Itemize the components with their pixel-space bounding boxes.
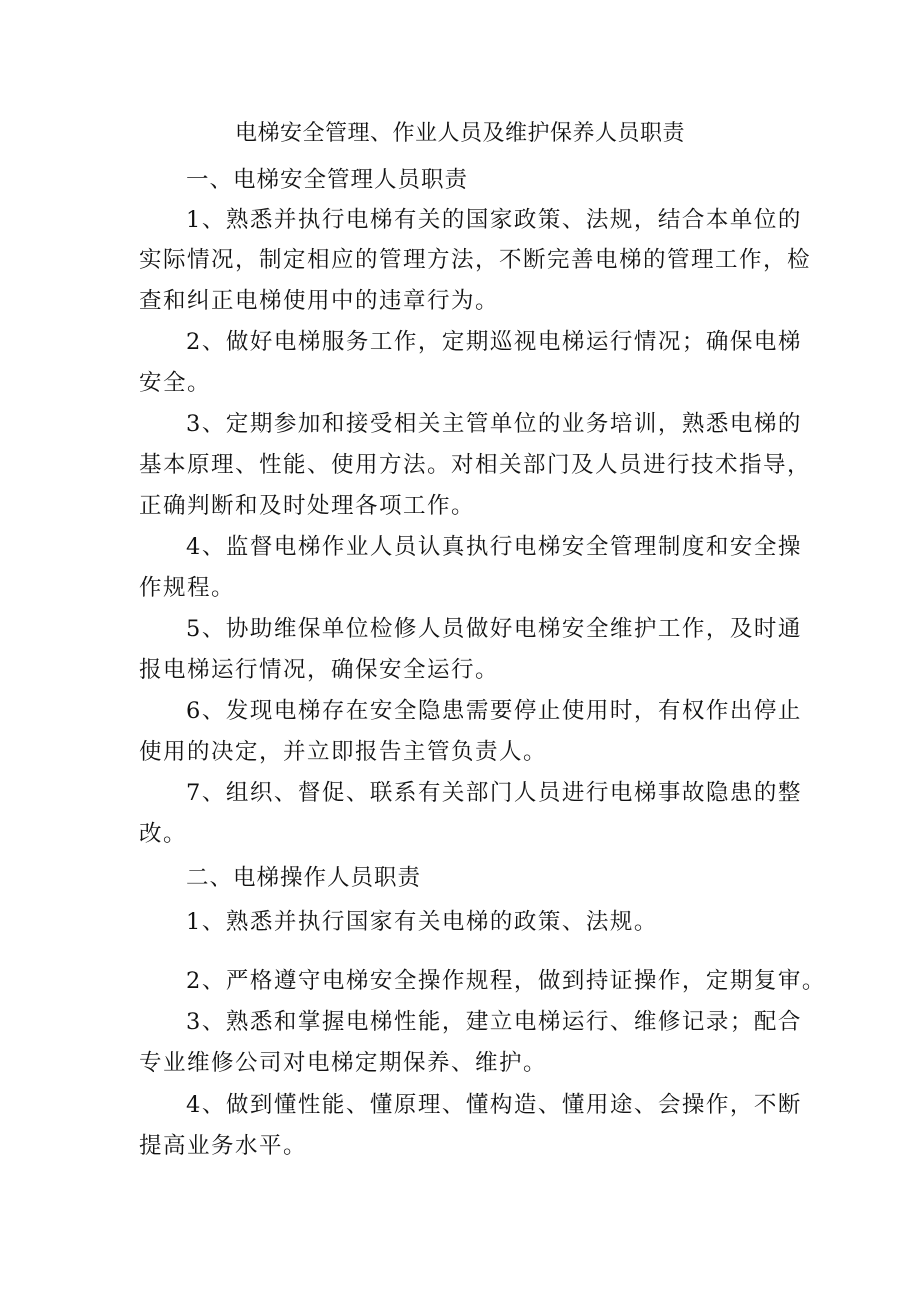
s2-item-4-line-2: 提高业务水平。: [139, 1133, 308, 1159]
s1-item-3-line-3: 正确判断和及时处理各项工作。: [139, 493, 476, 519]
s1-item-1-line-2: 实际情况，制定相应的管理方法，不断完善电梯的管理工作，检: [139, 247, 812, 273]
s2-item-4-line-1: 4、做到懂性能、懂原理、懂构造、懂用途、会操作，不断: [186, 1092, 802, 1118]
s1-item-5-line-1: 5、协助维保单位检修人员做好电梯安全维护工作，及时通: [186, 616, 802, 642]
s1-item-4-line-1: 4、监督电梯作业人员认真执行电梯安全管理制度和安全操: [186, 534, 802, 560]
s2-item-2-line-1: 2、严格遵守电梯安全操作规程，做到持证操作，定期复审。: [186, 968, 826, 994]
section-2-heading: 二、电梯操作人员职责: [186, 865, 422, 891]
s1-item-5-line-2: 报电梯运行情况，确保安全运行。: [139, 657, 500, 683]
document-title: 电梯安全管理、作业人员及维护保养人员职责: [234, 121, 685, 146]
s2-item-1-line-1: 1、熟悉并执行国家有关电梯的政策、法规。: [186, 909, 658, 935]
s1-item-3-line-1: 3、定期参加和接受相关主管单位的业务培训，熟悉电梯的: [186, 411, 802, 437]
s2-item-3-line-2: 专业维修公司对电梯定期保养、维护。: [139, 1050, 548, 1076]
s1-item-1-line-3: 查和纠正电梯使用中的违章行为。: [139, 288, 500, 314]
s2-item-3-line-1: 3、熟悉和掌握电梯性能，建立电梯运行、维修记录；配合: [186, 1009, 802, 1035]
s1-item-6-line-1: 6、发现电梯存在安全隐患需要停止使用时，有权作出停止: [186, 698, 802, 724]
s1-item-2-line-2: 安全。: [139, 370, 212, 396]
s1-item-7-line-1: 7、组织、督促、联系有关部门人员进行电梯事故隐患的整: [186, 780, 802, 806]
s1-item-7-line-2: 改。: [139, 821, 188, 847]
s1-item-4-line-2: 作规程。: [139, 575, 236, 601]
s1-item-6-line-2: 使用的决定，并立即报告主管负责人。: [139, 739, 548, 765]
s1-item-2-line-1: 2、做好电梯服务工作，定期巡视电梯运行情况；确保电梯: [186, 329, 802, 355]
s1-item-3-line-2: 基本原理、性能、使用方法。对相关部门及人员进行技术指导，: [139, 452, 812, 478]
s1-item-1-line-1: 1、熟悉并执行电梯有关的国家政策、法规，结合本单位的: [186, 207, 802, 233]
section-1-heading: 一、电梯安全管理人员职责: [186, 167, 469, 193]
